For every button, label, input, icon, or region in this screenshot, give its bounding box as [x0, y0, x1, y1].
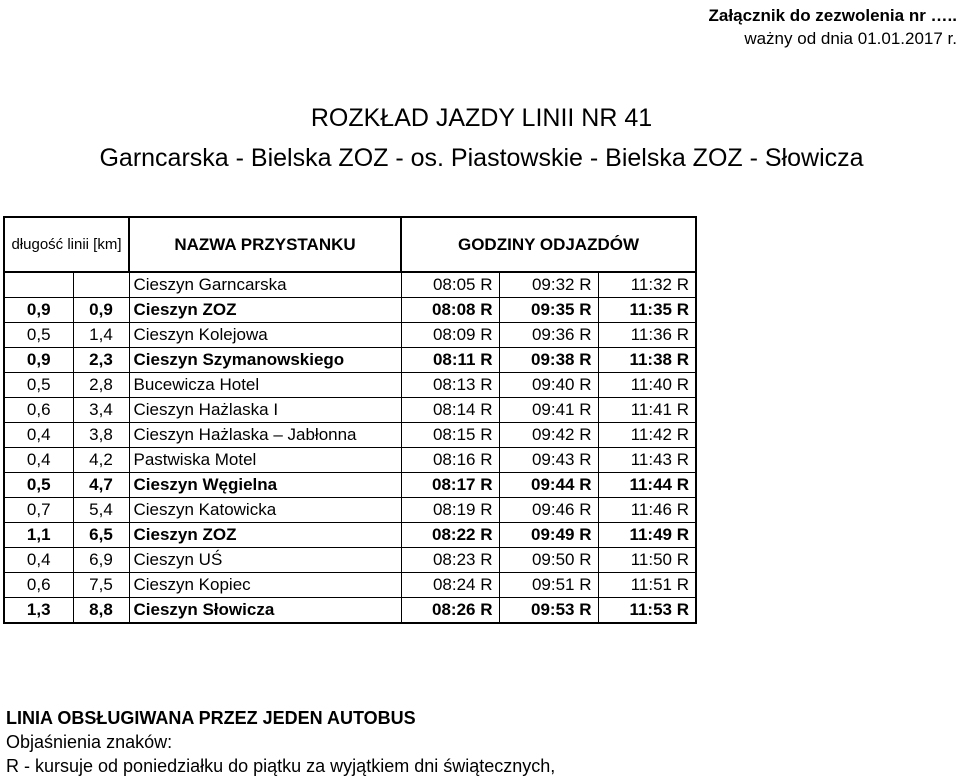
departure-time-2: 09:32 R: [499, 272, 598, 298]
segment-length: 0,5: [4, 473, 73, 498]
route-description: Garncarska - Bielska ZOZ - os. Piastowskie - Bielska ZOZ - Słowicza: [99, 144, 864, 172]
timetable-row: [4, 473, 696, 498]
timetable-row: [4, 448, 696, 473]
timetable-title: ROZKŁAD JAZDY LINII NR 41: [310, 104, 653, 132]
header-stop-name: NAZWA PRZYSTANKU: [129, 217, 401, 272]
stop-name: Cieszyn ZOZ: [129, 298, 401, 323]
departure-time-3: 11:38 R: [598, 348, 696, 373]
stop-name: Cieszyn Kopiec: [129, 573, 401, 598]
segment-length: 0,6: [4, 398, 73, 423]
cumulative-length: 5,4: [73, 498, 129, 523]
cumulative-length: [73, 272, 129, 298]
departure-time-2: 09:49 R: [499, 523, 598, 548]
departure-time-2: 09:36 R: [499, 323, 598, 348]
departure-time-3: 11:42 R: [598, 423, 696, 448]
cumulative-length: 4,2: [73, 448, 129, 473]
stop-name: Cieszyn Szymanowskiego: [129, 348, 401, 373]
departure-time-2: 09:41 R: [499, 398, 598, 423]
timetable-row: [4, 298, 696, 323]
cumulative-length: 3,8: [73, 423, 129, 448]
cumulative-length: 8,8: [73, 598, 129, 624]
departure-time-1: 08:11 R: [401, 348, 499, 373]
departure-time-3: 11:44 R: [598, 473, 696, 498]
notes-service-info: LINIA OBSŁUGIWANA PRZEZ JEDEN AUTOBUS: [6, 708, 416, 728]
departure-time-1: 08:24 R: [401, 573, 499, 598]
cumulative-length: 7,5: [73, 573, 129, 598]
departure-time-3: 11:50 R: [598, 548, 696, 573]
departure-time-2: 09:35 R: [499, 298, 598, 323]
cumulative-length: 2,3: [73, 348, 129, 373]
departure-time-1: 08:26 R: [401, 598, 499, 624]
segment-length: 1,3: [4, 598, 73, 624]
departure-time-2: 09:43 R: [499, 448, 598, 473]
stop-name: Cieszyn Garncarska: [129, 272, 401, 298]
timetable-row: [4, 523, 696, 548]
segment-length: 0,4: [4, 548, 73, 573]
departure-time-2: 09:46 R: [499, 498, 598, 523]
annex-header: [709, 4, 957, 50]
stop-name: Cieszyn UŚ: [129, 548, 401, 573]
departure-time-3: 11:53 R: [598, 598, 696, 624]
stop-name: Cieszyn ZOZ: [129, 523, 401, 548]
annex-validity: ważny od dnia 01.01.2017 r.: [744, 29, 957, 48]
timetable-header-row: [4, 217, 696, 272]
segment-length: 0,5: [4, 373, 73, 398]
departure-time-1: 08:08 R: [401, 298, 499, 323]
timetable-row: [4, 398, 696, 423]
notes-legend-heading: Objaśnienia znaków:: [6, 732, 173, 752]
departure-time-3: 11:51 R: [598, 573, 696, 598]
stop-name: Cieszyn Hażlaska I: [129, 398, 401, 423]
timetable: [3, 216, 697, 624]
segment-length: 0,9: [4, 348, 73, 373]
segment-length: 0,6: [4, 573, 73, 598]
departure-time-2: 09:38 R: [499, 348, 598, 373]
header-departure-times: GODZINY ODJAZDÓW: [401, 217, 696, 272]
timetable-row: [4, 498, 696, 523]
cumulative-length: 6,5: [73, 523, 129, 548]
cumulative-length: 0,9: [73, 298, 129, 323]
annex-title: Załącznik do zezwolenia nr …..: [708, 6, 957, 25]
timetable-row: [4, 598, 696, 624]
timetable-row: [4, 548, 696, 573]
timetable-row: [4, 323, 696, 348]
departure-time-3: 11:36 R: [598, 323, 696, 348]
departure-time-3: 11:35 R: [598, 298, 696, 323]
cumulative-length: 4,7: [73, 473, 129, 498]
departure-time-2: 09:44 R: [499, 473, 598, 498]
timetable-row: [4, 272, 696, 298]
cumulative-length: 1,4: [73, 323, 129, 348]
stop-name: Cieszyn Węgielna: [129, 473, 401, 498]
header-line-length: długość linii [km]: [4, 217, 129, 272]
departure-time-3: 11:41 R: [598, 398, 696, 423]
departure-time-3: 11:49 R: [598, 523, 696, 548]
departure-time-2: 09:51 R: [499, 573, 598, 598]
stop-name: Cieszyn Katowicka: [129, 498, 401, 523]
timetable-row: [4, 423, 696, 448]
segment-length: 0,4: [4, 423, 73, 448]
departure-time-2: 09:53 R: [499, 598, 598, 624]
timetable-row: [4, 373, 696, 398]
segment-length: 0,7: [4, 498, 73, 523]
departure-time-1: 08:15 R: [401, 423, 499, 448]
departure-time-2: 09:50 R: [499, 548, 598, 573]
timetable-row: [4, 348, 696, 373]
departure-time-1: 08:23 R: [401, 548, 499, 573]
departure-time-2: 09:40 R: [499, 373, 598, 398]
departure-time-3: 11:40 R: [598, 373, 696, 398]
departure-time-2: 09:42 R: [499, 423, 598, 448]
departure-time-1: 08:16 R: [401, 448, 499, 473]
cumulative-length: 6,9: [73, 548, 129, 573]
segment-length: 0,5: [4, 323, 73, 348]
stop-name: Bucewicza Hotel: [129, 373, 401, 398]
notes-legend-r: R - kursuje od poniedziałku do piątku za wyjątkiem dni świątecznych,: [6, 756, 556, 776]
cumulative-length: 3,4: [73, 398, 129, 423]
stop-name: Cieszyn Kolejowa: [129, 323, 401, 348]
timetable-row: [4, 573, 696, 598]
notes: [6, 706, 555, 778]
departure-time-1: 08:09 R: [401, 323, 499, 348]
departure-time-3: 11:46 R: [598, 498, 696, 523]
stop-name: Cieszyn Hażlaska – Jabłonna: [129, 423, 401, 448]
departure-time-1: 08:19 R: [401, 498, 499, 523]
segment-length: 1,1: [4, 523, 73, 548]
departure-time-1: 08:13 R: [401, 373, 499, 398]
stop-name: Cieszyn Słowicza: [129, 598, 401, 624]
stop-name: Pastwiska Motel: [129, 448, 401, 473]
cumulative-length: 2,8: [73, 373, 129, 398]
departure-time-3: 11:32 R: [598, 272, 696, 298]
segment-length: 0,4: [4, 448, 73, 473]
segment-length: 0,9: [4, 298, 73, 323]
departure-time-1: 08:05 R: [401, 272, 499, 298]
departure-time-1: 08:22 R: [401, 523, 499, 548]
departure-time-3: 11:43 R: [598, 448, 696, 473]
departure-time-1: 08:17 R: [401, 473, 499, 498]
departure-time-1: 08:14 R: [401, 398, 499, 423]
segment-length: [4, 272, 73, 298]
